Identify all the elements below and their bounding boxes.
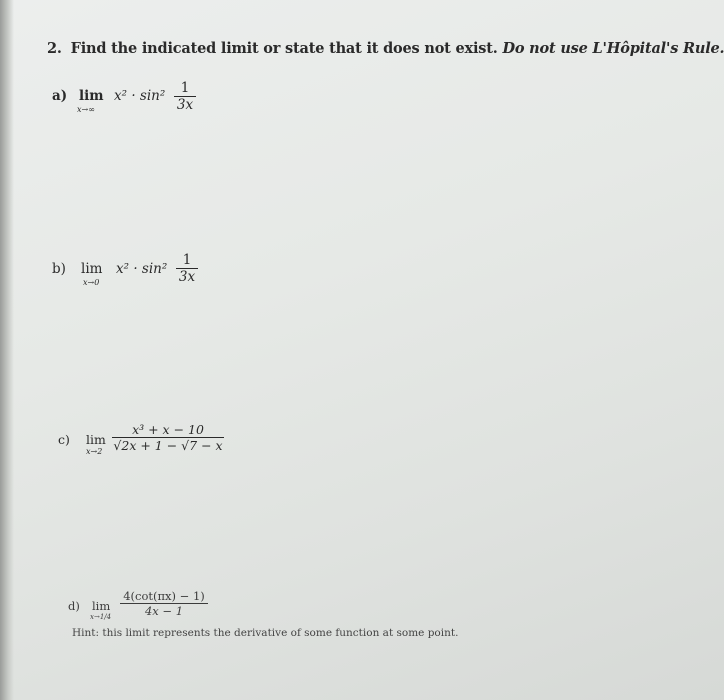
limit-subscript: x→∞ bbox=[77, 105, 95, 114]
hint-text: Hint: this limit represents the derivative of some function at some point. bbox=[72, 627, 459, 639]
fraction bbox=[112, 422, 224, 453]
question-number: 2. bbox=[47, 40, 62, 57]
limit-operator: lim bbox=[92, 599, 111, 613]
fraction bbox=[176, 252, 198, 285]
limit-operator: lim bbox=[79, 88, 104, 104]
problem-label: a) bbox=[52, 88, 68, 104]
fraction bbox=[120, 589, 208, 618]
limit-expression: x² · sin² bbox=[114, 88, 166, 104]
limit-operator: lim bbox=[81, 261, 103, 277]
limit-subscript: x→2 bbox=[86, 447, 103, 456]
limit-subscript: x→1/4 bbox=[90, 613, 112, 621]
problem-a bbox=[52, 80, 252, 130]
limit-expression: x² · sin² bbox=[116, 261, 168, 277]
fraction-numerator: 1 bbox=[180, 80, 190, 96]
question-instruction: Find the indicated limit or state that it does not exist. bbox=[70, 40, 498, 57]
problem-d bbox=[68, 590, 288, 624]
problem-label: b) bbox=[52, 261, 66, 277]
problem-label: c) bbox=[58, 432, 70, 447]
fraction-denominator: 4x − 1 bbox=[144, 604, 184, 618]
fraction-denominator: 3x bbox=[178, 269, 196, 285]
fraction-numerator: 1 bbox=[182, 252, 192, 268]
fraction-denominator: 3x bbox=[176, 97, 194, 113]
problem-b bbox=[52, 252, 252, 302]
fraction-numerator: 4(cot(πx) − 1) bbox=[123, 589, 205, 603]
limit-subscript: x→0 bbox=[83, 278, 100, 287]
fraction-denominator: √2x + 1 − √7 − x bbox=[113, 438, 223, 453]
question-warning: Do not use L'Hôpital's Rule. bbox=[502, 40, 724, 57]
limit-operator: lim bbox=[86, 432, 106, 447]
fraction bbox=[174, 80, 196, 113]
problem-label: d) bbox=[68, 599, 80, 613]
problem-c bbox=[58, 422, 258, 472]
question-title bbox=[47, 40, 724, 57]
fraction-numerator: x³ + x − 10 bbox=[132, 422, 204, 437]
page-edge bbox=[0, 0, 14, 700]
